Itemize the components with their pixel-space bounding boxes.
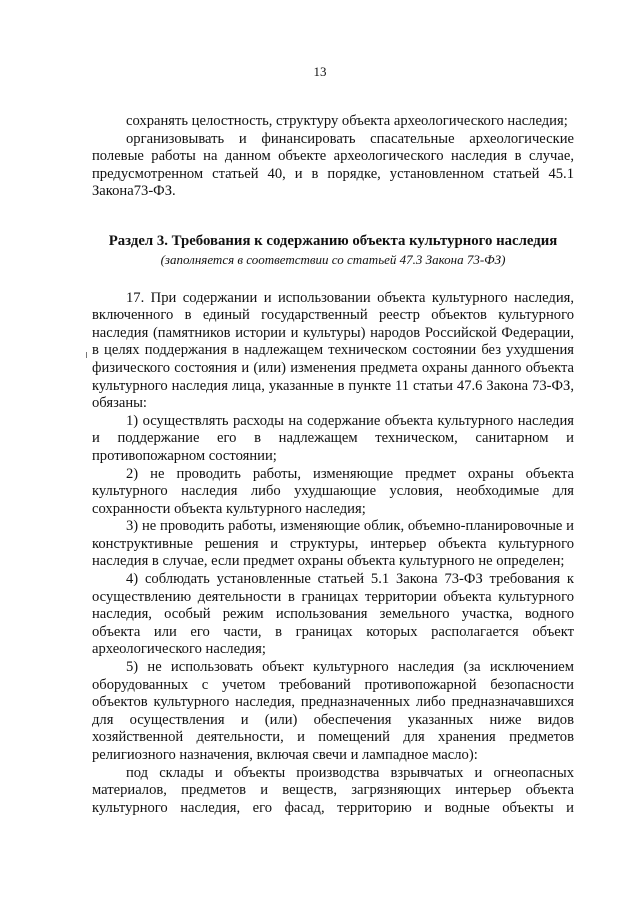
margin-mark bbox=[86, 352, 87, 358]
clause-item-5-subitem: под склады и объекты производства взрывчатых и огнеопасных материалов, предметов и веществ, загрязняющих интерьер объекта культурного наследия, его фасад, территорию и водные объекты и bbox=[92, 764, 574, 816]
intro-paragraph-1: сохранять целостность, структуру объекта археологического наследия; bbox=[126, 113, 568, 129]
clause-item-1: 1) осуществлять расходы на содержание объекта культурного наследия и поддержание его в надлежащем техническом, санитарном и противопожарном состоянии; bbox=[92, 412, 574, 464]
section-note: (заполняется в соответствии со статьей 47.3 Закона 73-ФЗ) bbox=[160, 251, 506, 267]
intro-paragraph-2: организовывать и финансировать спасательные археологические полевые работы на данном объекте археологического наследия в случае, предусмотренном статьей 40, и в порядке, установленном статьей 45.1 Закона73-ФЗ. bbox=[92, 130, 574, 200]
section-heading: Раздел 3. Требования к содержанию объекта культурного наследия bbox=[108, 232, 558, 249]
clause-item-2: 2) не проводить работы, изменяющие предмет охраны объекта культурного наследия либо ухудшающие условия, необходимые для сохранности объекта культурного наследия; bbox=[92, 465, 574, 517]
spacer bbox=[92, 201, 574, 233]
document-body bbox=[92, 113, 574, 817]
clause-item-4: 4) соблюдать установленные статьей 5.1 Закона 73-ФЗ требования к осуществлению деятельности в границах территории объекта культурного наследия, особый режим использования земельного участка, водного объекта или его части, в границах которых располагается объект археологического наследия; bbox=[92, 571, 574, 658]
clause-item-5: 5) не использовать объект культурного наследия (за исключением оборудованных с учетом требований противопожарной безопасности объектов культурного наследия, предназначенных либо предназначавшихся для осуществления и (или) обеспечения указанных ниже видов хозяйственной деятельности, и помещений для хранения предметов религиозного назначения, включая свечи и лампадное масло): bbox=[92, 659, 574, 763]
spacer bbox=[92, 268, 574, 290]
page-number: 13 bbox=[313, 64, 327, 79]
clause-17: 17. При содержании и использовании объекта культурного наследия, включенного в единый государственный реестр объектов культурного наследия (памятников истории и культуры) народов Российской Федерации, в целях поддержания в надлежащем техническом состоянии без ухудшения физического состояния и (или) изменения предмета охраны данного объекта культурного наследия лица, указанные в пункте 11 статьи 47.6 Закона 73-ФЗ, обязаны: bbox=[92, 289, 574, 412]
clause-item-3: 3) не проводить работы, изменяющие облик, объемно-планировочные и конструктивные решения и структуры, интерьер объекта культурного наследия в случае, если предмет охраны объекта культурного не определен; bbox=[92, 518, 574, 570]
